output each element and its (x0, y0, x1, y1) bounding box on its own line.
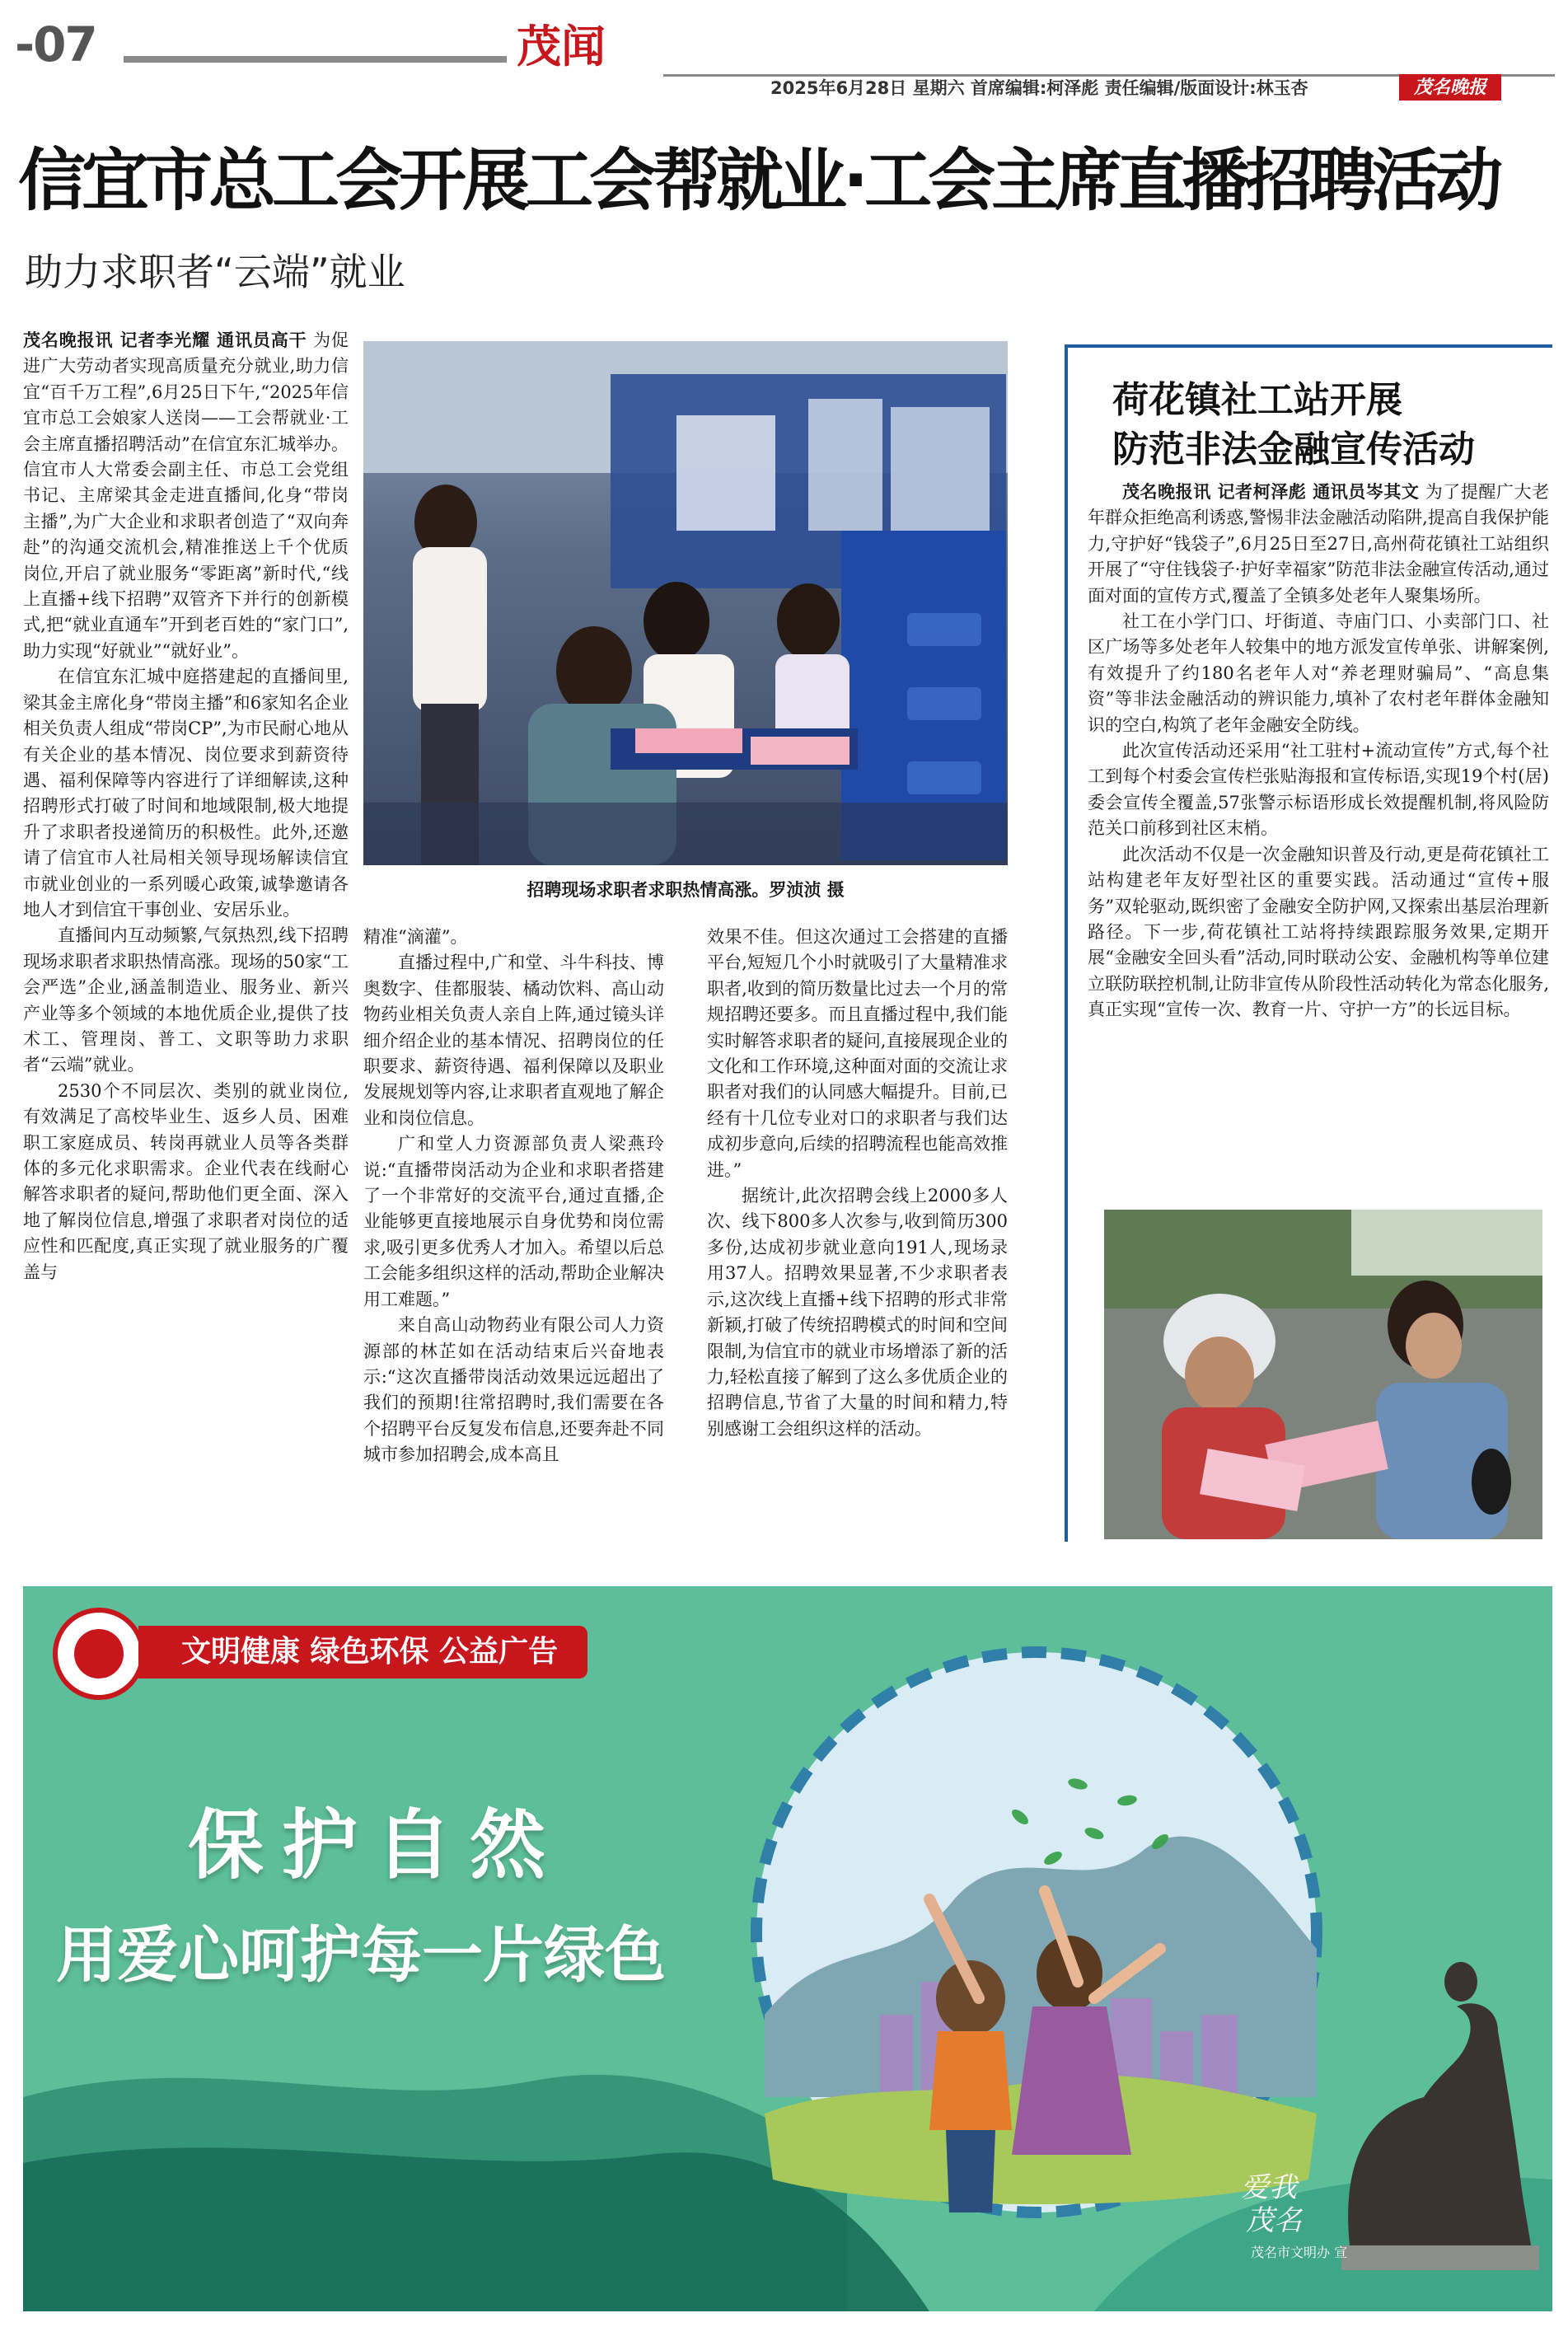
paragraph: 直播间内互动频繁,气氛热烈,线下招聘现场求职者求职热情高涨。现场的50家“工会严选”企业,涵盖制造业、服务业、新兴产业等多个领域的本地优质企业,提供了技术工、管理岗、普工、文职等助力求职者“云端”就业。 (23, 925, 349, 1075)
civilization-badge (53, 1608, 145, 1700)
section-name: 茂闻 (517, 20, 606, 73)
finance-outreach-photo (1104, 1210, 1542, 1539)
paragraph: 广和堂人力资源部负责人梁燕玲说:“直播带岗活动为企业和求职者搭建了一个非常好的交流平台,通过直播,企业能够更直接地展示自身优势和岗位需求,吸引更多优秀人才加入。希望以后总工会能多组织这样的活动,帮助企业解决用工难题。” (363, 1134, 664, 1309)
main-article-column-2 (363, 925, 664, 1468)
ad-signature-line-1: 爱我 (1241, 2171, 1297, 2204)
side-article-top-rule (1065, 344, 1552, 348)
paragraph: 社工在小学门口、圩街道、寺庙门口、小卖部门口、社区广场等多处老年人较集中的地方派发宣传单张、讲解案例,有效提升了约180名老年人对“养老理财骗局”、“高息集资”等非法金融活动的辨识能力,填补了农村老年群体金融知识的空白,构筑了老年金融安全防线。 (1088, 611, 1549, 735)
paragraph: 效果不佳。但这次通过工会搭建的直播平台,短短几个小时就吸引了大量精准求职者,收到的简历数量比过去一个月的常规招聘还要多。而且直播过程中,我们能实时解答求职者的疑问,直接展现企业的文化和工作环境,这种面对面的交流让求职者对我们的认同感大幅提升。目前,已经有十几位专业对口的求职者与我们达成初步意向,后续的招聘流程也能高效推进。” (707, 927, 1008, 1180)
page-number: -07 (15, 16, 96, 73)
main-article-column-3 (707, 925, 1008, 1442)
paragraph: 2530个不同层次、类别的就业岗位,有效满足了高校毕业生、返乡人员、困难职工家庭成员、转岗再就业人员等各类群体的多元化求职需求。企业代表在线耐心解答求职者的疑问,帮助他们更全面、深入地了解岗位信息,增强了求职者对岗位的适应性和匹配度,真正实现了就业服务的广覆盖与 (23, 1080, 349, 1282)
ad-signature (1241, 2171, 1356, 2237)
main-headline: 信宜市总工会开展工会帮就业·工会主席直播招聘活动 (18, 142, 1500, 220)
paragraph: 据统计,此次招聘会线上2000多人次、线下800多人次参与,收到简历300多份,达成初步就业意向191人,现场录用37人。招聘效果显著,不少求职者表示,这次线上直播+线下招聘的形式非常新颖,打破了传统招聘模式的时间和空间限制,为信宜市的就业市场增添了新的活力,轻松直接了解到了这么多优质企业的招聘信息,节省了大量的时间和精力,特别感谢工会组织这样的活动。 (707, 1186, 1008, 1439)
side-headline-line-2: 防范非法金融宣传活动 (1112, 428, 1475, 471)
outreach-scene-illustration (1104, 1210, 1542, 1539)
main-article-column-1 (23, 328, 349, 1285)
recruitment-photo (363, 341, 1008, 865)
paragraph: 直播过程中,广和堂、斗牛科技、博奥数字、佳都服装、橘动饮料、高山动物药业相关负责人亲自上阵,通过镜头详细介绍企业的基本情况、招聘岗位的任职要求、薪资待遇、福利保障以及职业发展规划等内容,让求职者直观地了解企业和岗位信息。 (363, 953, 664, 1128)
side-byline: 茂名晚报讯 记者柯泽彪 通讯员岑其文 (1122, 482, 1420, 502)
recruitment-scene-illustration (363, 341, 1008, 865)
ad-signature-line-2: 茂名 (1246, 2204, 1302, 2237)
main-byline: 茂名晚报讯 记者李光耀 通讯员高干 (23, 330, 307, 350)
photo-caption: 招聘现场求职者求职热情高涨。罗浈浈 摄 (527, 880, 845, 900)
side-headline (1112, 376, 1541, 475)
header-info: 2025年6月28日 星期六 首席编辑:柯泽彪 责任编辑/版面设计:林玉杏 (770, 78, 1308, 98)
paragraph: 在信宜东汇城中庭搭建起的直播间里,梁其金主席化身“带岗主播”和6家知名企业相关负责人组成“带岗CP”,为市民耐心地从有关企业的基本情况、岗位要求到薪资待遇、福利保障等内容进行了详细解读,这种招聘形式打破了时间和地域限制,极大地提升了求职者投递简历的积极性。此外,还邀请了信宜市人社局相关领导现场解读信宜市就业创业的一系列暖心政策,诚挚邀请各地人才到信宜干事创业、安居乐业。 (23, 667, 349, 920)
main-subheadline: 助力求职者“云端”就业 (25, 250, 405, 294)
paragraph: 此次宣传活动还采用“社工驻村+流动宣传”方式,每个社工到每个村委会宣传栏张贴海报和宣传标语,实现19个村(居)委会宣传全覆盖,57张警示标语形成长效提醒机制,将风险防范关口前移到社区末梢。 (1088, 741, 1549, 839)
paragraph: 为促进广大劳动者实现高质量充分就业,助力信宜“百千万工程”,6月25日下午,“2025年信宜市总工会娘家人送岗——工会帮就业·工会主席直播招聘活动”在信宜东汇城举办。信宜市人大常委会副主任、市总工会党组书记、主席梁其金走进直播间,化身“带岗主播”,为广大企业和求职者创造了“双向奔赴”的沟通交流机会,精准推送上千个优质岗位,开启了就业服务“零距离”新时代,“线上直播+线下招聘”双管齐下并行的创新模式,把“就业直通车”开到老百姓的“家门口”,助力实现“好就业”“就好业”。 (23, 330, 349, 661)
ad-ribbon: 文明健康 绿色环保 公益广告 (138, 1626, 587, 1679)
paper-logo: 茂名晚报 (1399, 74, 1501, 101)
side-article-body (1088, 480, 1549, 1023)
ad-slogan-1: 保护自然 (188, 1801, 564, 1889)
paragraph: 精准“滴灌”。 (363, 927, 468, 947)
ad-credit: 茂名市文明办 宣 (1251, 2245, 1348, 2260)
paragraph: 来自高山动物药业有限公司人力资源部的林芷如在活动结束后兴奋地表示:“这次直播带岗活动效果远远超出了我们的预期!往常招聘时,我们需要在各个招聘平台反复发布信息,还要奔赴不同城市参加招聘会,成本高且 (363, 1315, 664, 1465)
side-headline-line-1: 荷花镇社工站开展 (1112, 379, 1402, 421)
ad-slogan-2: 用爱心呵护每一片绿色 (56, 1920, 666, 1991)
header-rule-left (124, 56, 507, 63)
paragraph: 为了提醒广大老年群众拒绝高利诱惑,警惕非法金融活动陷阱,提高自我保护能力,守护好“钱袋子”,6月25日至27日,高州荷花镇社工站组织开展了“守住钱袋子·护好幸福家”防范非法金融宣传活动,通过面对面的宣传方式,覆盖了全镇多处老年人聚集场所。 (1088, 482, 1550, 606)
paragraph: 此次活动不仅是一次金融知识普及行动,更是荷花镇社工站构建老年友好型社区的重要实践。活动通过“宣传+服务”双轮驱动,既织密了金融安全防护网,又探索出基层治理新路径。下一步,荷花镇社工站将持续跟踪服务效果,定期开展“金融安全回头看”活动,同时联动公安、金融机构等单位建立联防联控机制,让防非宣传从阶段性活动转化为常态化服务,真正实现“宣传一次、教育一片、守护一方”的长远目标。 (1088, 844, 1549, 1020)
side-article-left-rule (1065, 344, 1068, 1542)
ad-panel (23, 1586, 1552, 2311)
